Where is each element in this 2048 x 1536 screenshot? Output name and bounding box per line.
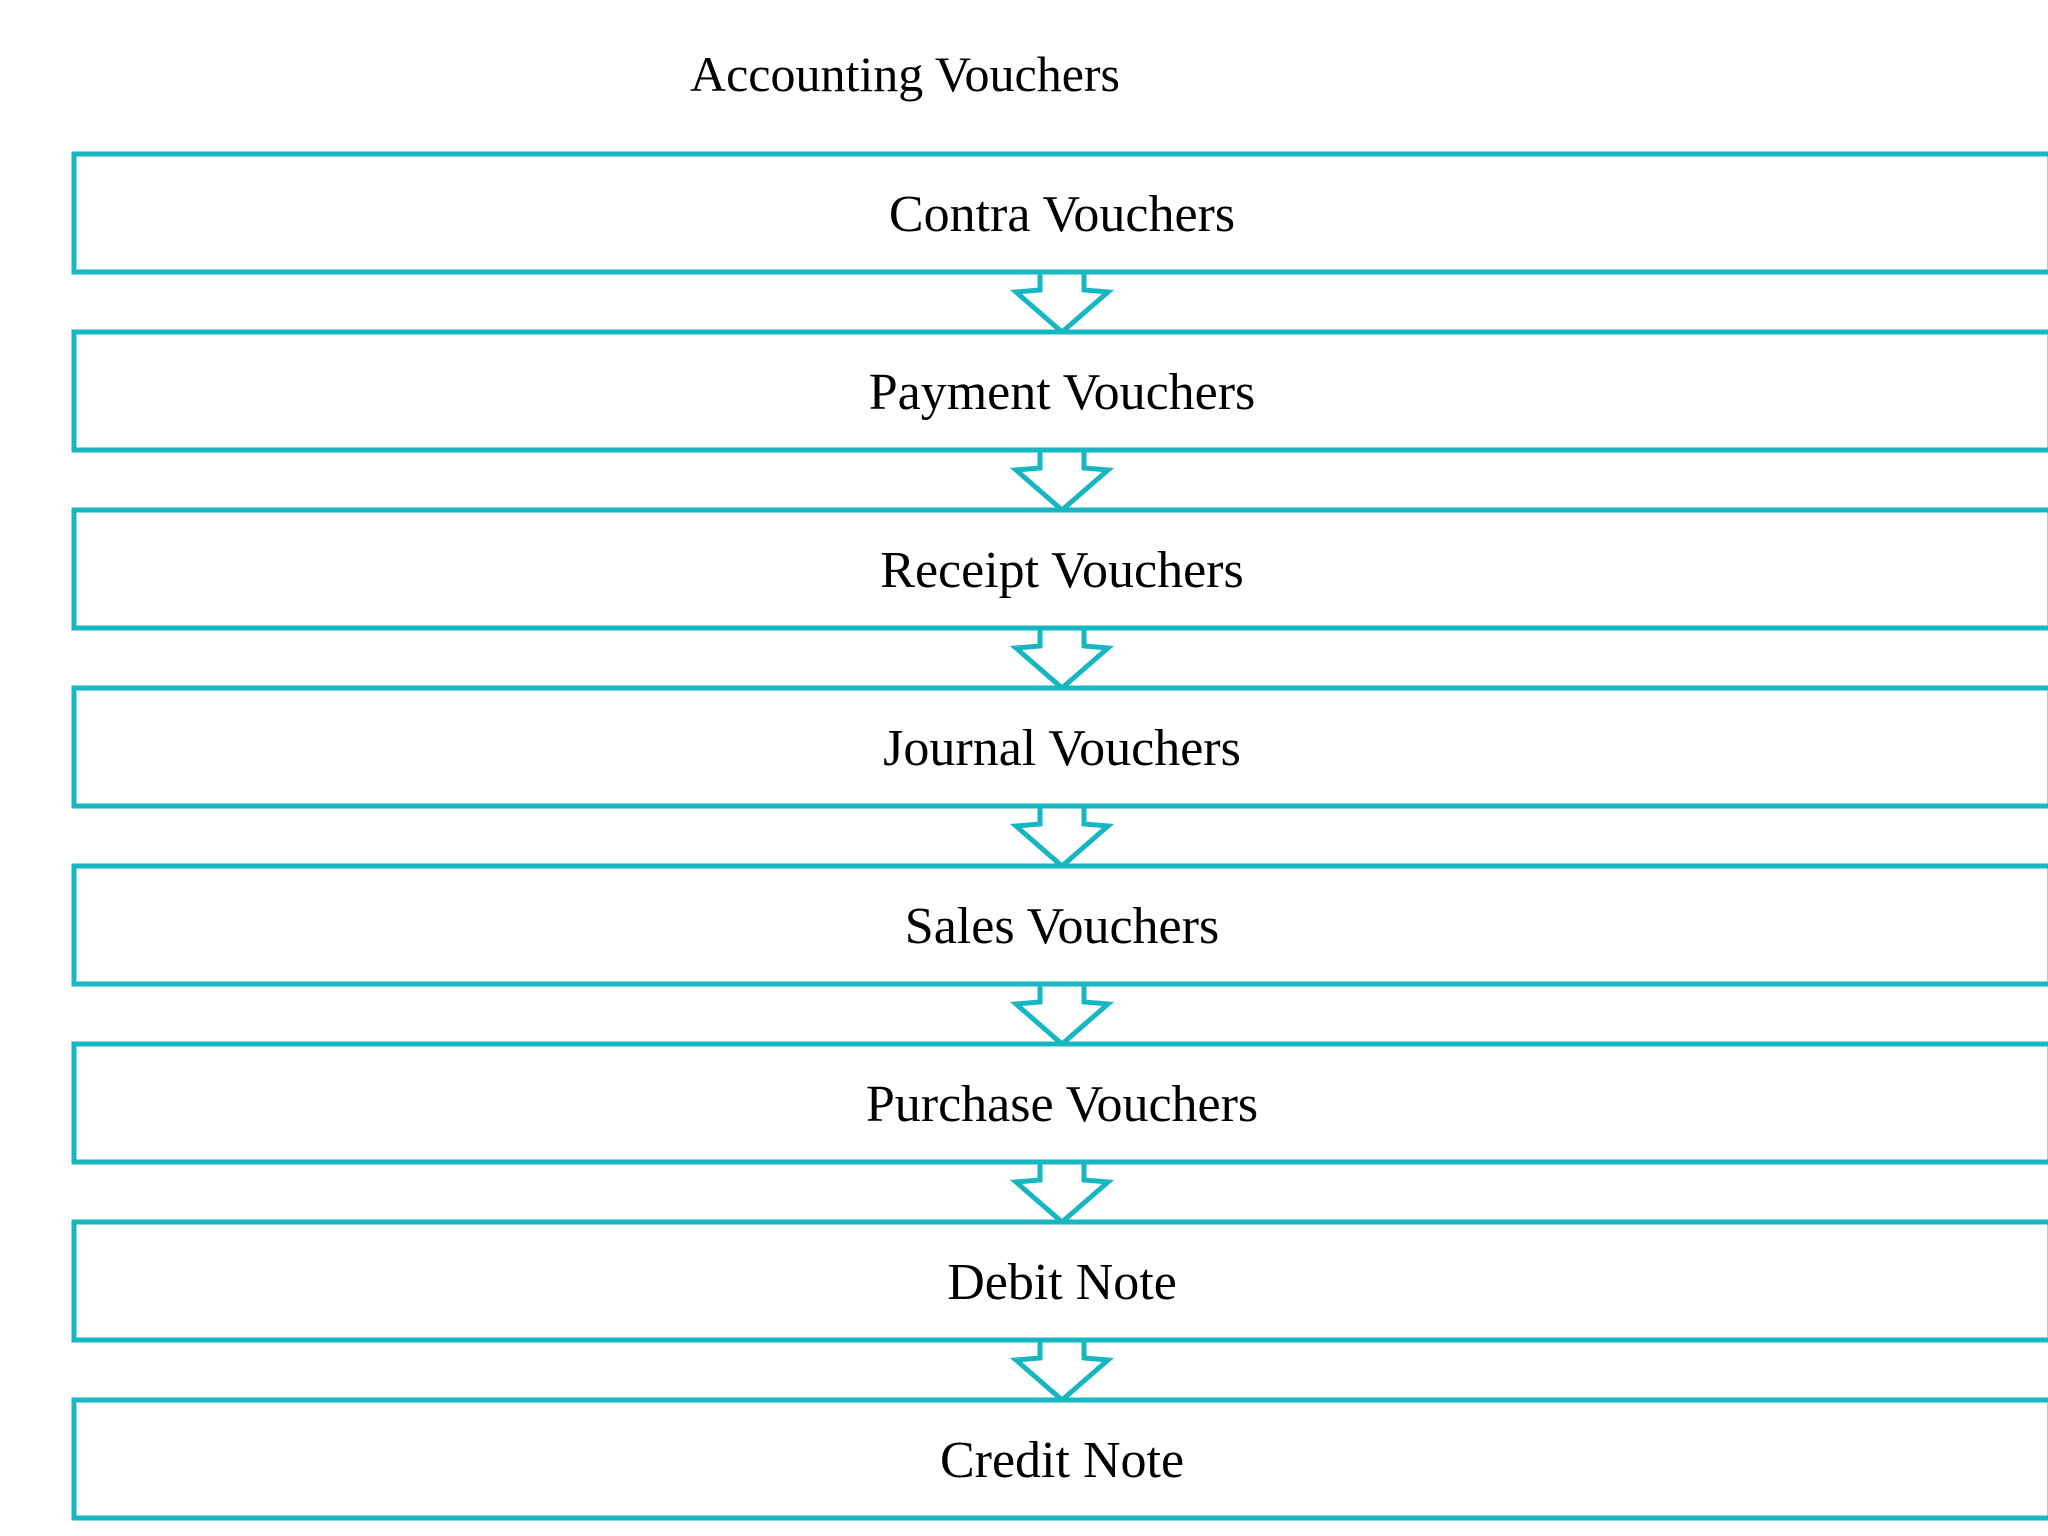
down-arrow-icon (1016, 1162, 1108, 1222)
step-label: Debit Note (947, 1254, 1177, 1311)
step-label: Sales Vouchers (904, 898, 1220, 955)
step-label: Purchase Vouchers (865, 1076, 1259, 1133)
step-label: Receipt Vouchers (880, 542, 1244, 599)
step-label: Payment Vouchers (868, 364, 1256, 421)
down-arrow-icon (1016, 806, 1108, 866)
step-label: Contra Vouchers (888, 186, 1236, 243)
down-arrow-icon (1016, 984, 1108, 1044)
step-label: Journal Vouchers (883, 720, 1241, 777)
diagram-title: Accounting Vouchers (689, 46, 1121, 102)
step-label: Credit Note (939, 1432, 1185, 1489)
down-arrow-icon (1016, 628, 1108, 688)
down-arrow-icon (1016, 272, 1108, 332)
down-arrow-icon (1016, 1340, 1108, 1400)
step-box-layer (74, 154, 2048, 1518)
down-arrow-icon (1016, 450, 1108, 510)
